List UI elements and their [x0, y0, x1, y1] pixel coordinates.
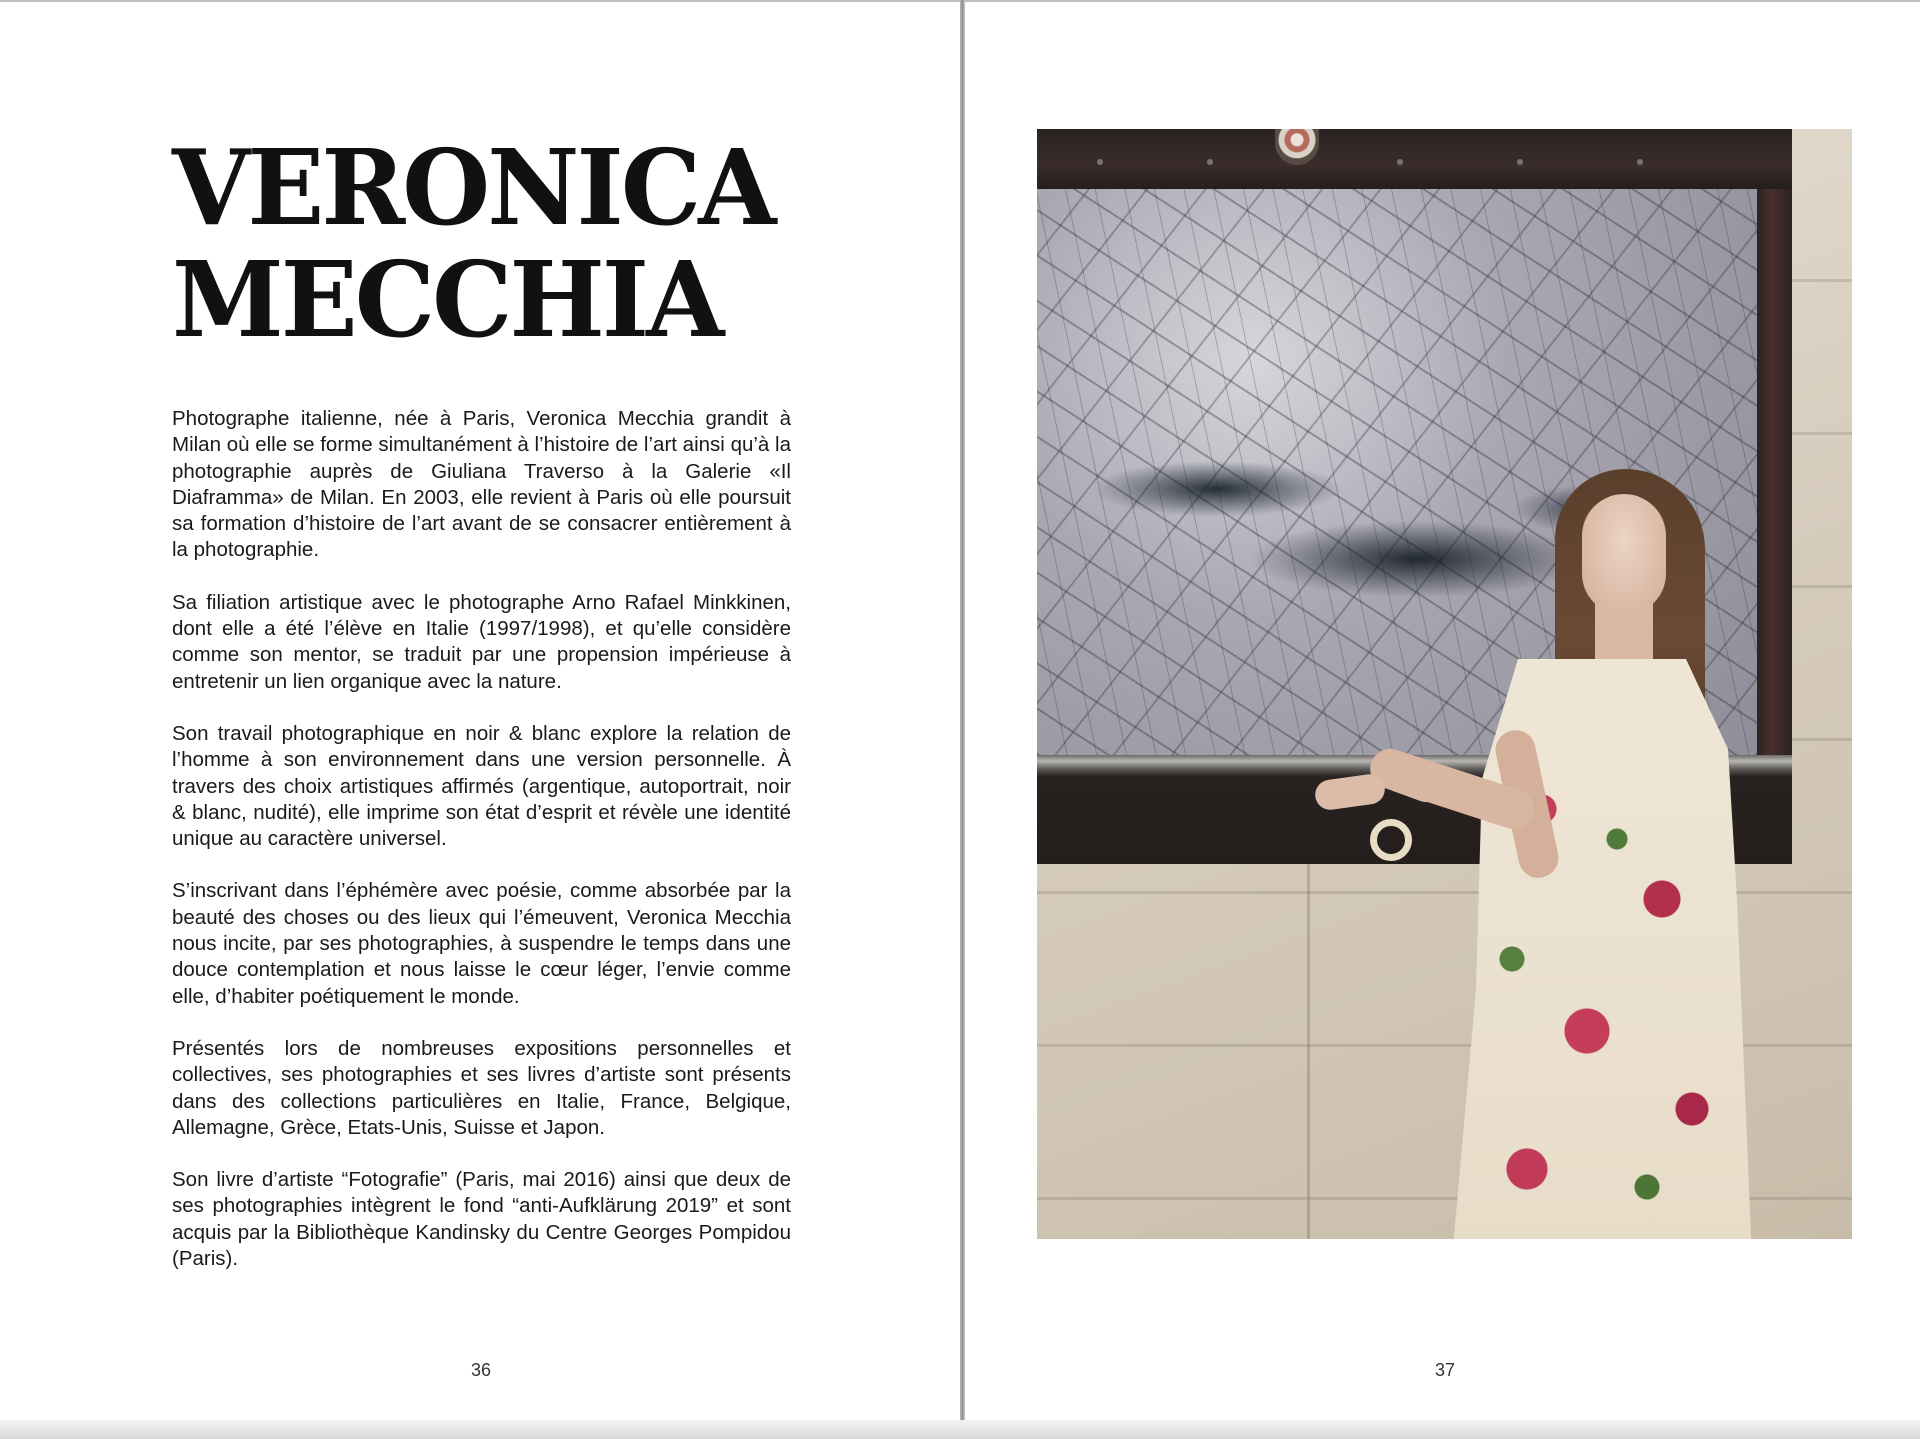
- bio-paragraph-5: Présentés lors de nombreuses expositions personnelles et collectives, ses photographies et ses livres d’artiste sont présents dans des collections particulières en Italie, France, Belgique, Allemagne, Grèce, Etats-Unis, Suisse et Japon.: [172, 1036, 791, 1139]
- biography-text: [172, 406, 791, 1298]
- artist-name-title: [172, 126, 851, 361]
- bottom-edge: [0, 1420, 1920, 1439]
- page-number-left: 36: [470, 1360, 492, 1380]
- bio-paragraph-1: Photographe italienne, née à Paris, Veronica Mecchia grandit à Milan où elle se forme simultanément à l’histoire de l’art ainsi qu’à la photographie auprès de Giuliana Traverso à la Galerie «Il Diaframma» de Milan. En 2003, elle revient à Paris où elle poursuit sa formation d’histoire de l’art avant de se consacrer entièrement à la photographie.: [172, 407, 791, 562]
- title-line-1: VERONICA: [172, 126, 774, 249]
- photographer-figure: [1037, 129, 1852, 1239]
- title-line-2: MECCHIA: [172, 238, 722, 361]
- artist-photograph: [1037, 129, 1852, 1239]
- face: [1582, 494, 1666, 614]
- bio-paragraph-4: S’inscrivant dans l’éphémère avec poésie, comme absorbée par la beauté des choses ou des lieux qui l’émeuvent, Veronica Mecchia nous incite, par ses photographies, à suspendre le temps dans une douce contemplation et nous laisse le cœur léger, l’envie comme elle, d’habiter poétiquement le monde.: [172, 879, 791, 1008]
- bio-paragraph-6: Son livre d’artiste “Fotografie” (Paris, mai 2016) ainsi que deux de ses photographies intègrent le fond “anti-Aufklärung 2019” et sont acquis par la Bibliothèque Kandinsky du Centre Georges Pompidou (Paris).: [172, 1168, 791, 1271]
- bracelet: [1370, 819, 1412, 861]
- bio-paragraph-2: Sa filiation artistique avec le photographe Arno Rafael Minkkinen, dont elle a été l’élève en Italie (1997/1998), et qu’elle considère comme son mentor, se traduit par une propension impérieuse à entretenir un lien organique avec la nature.: [172, 590, 791, 693]
- bio-paragraph-3: Son travail photographique en noir & blanc explore la relation de l’homme à son environnement dans une version personnelle. À travers des choix artistiques affirmés (argentique, autoportrait, noir & blanc, nudité), elle imprime son état d’esprit et révèle une identité unique au caractère universel.: [172, 721, 791, 851]
- page-number-right: 37: [1434, 1360, 1456, 1380]
- hand: [1313, 772, 1386, 811]
- left-page: [0, 2, 960, 1422]
